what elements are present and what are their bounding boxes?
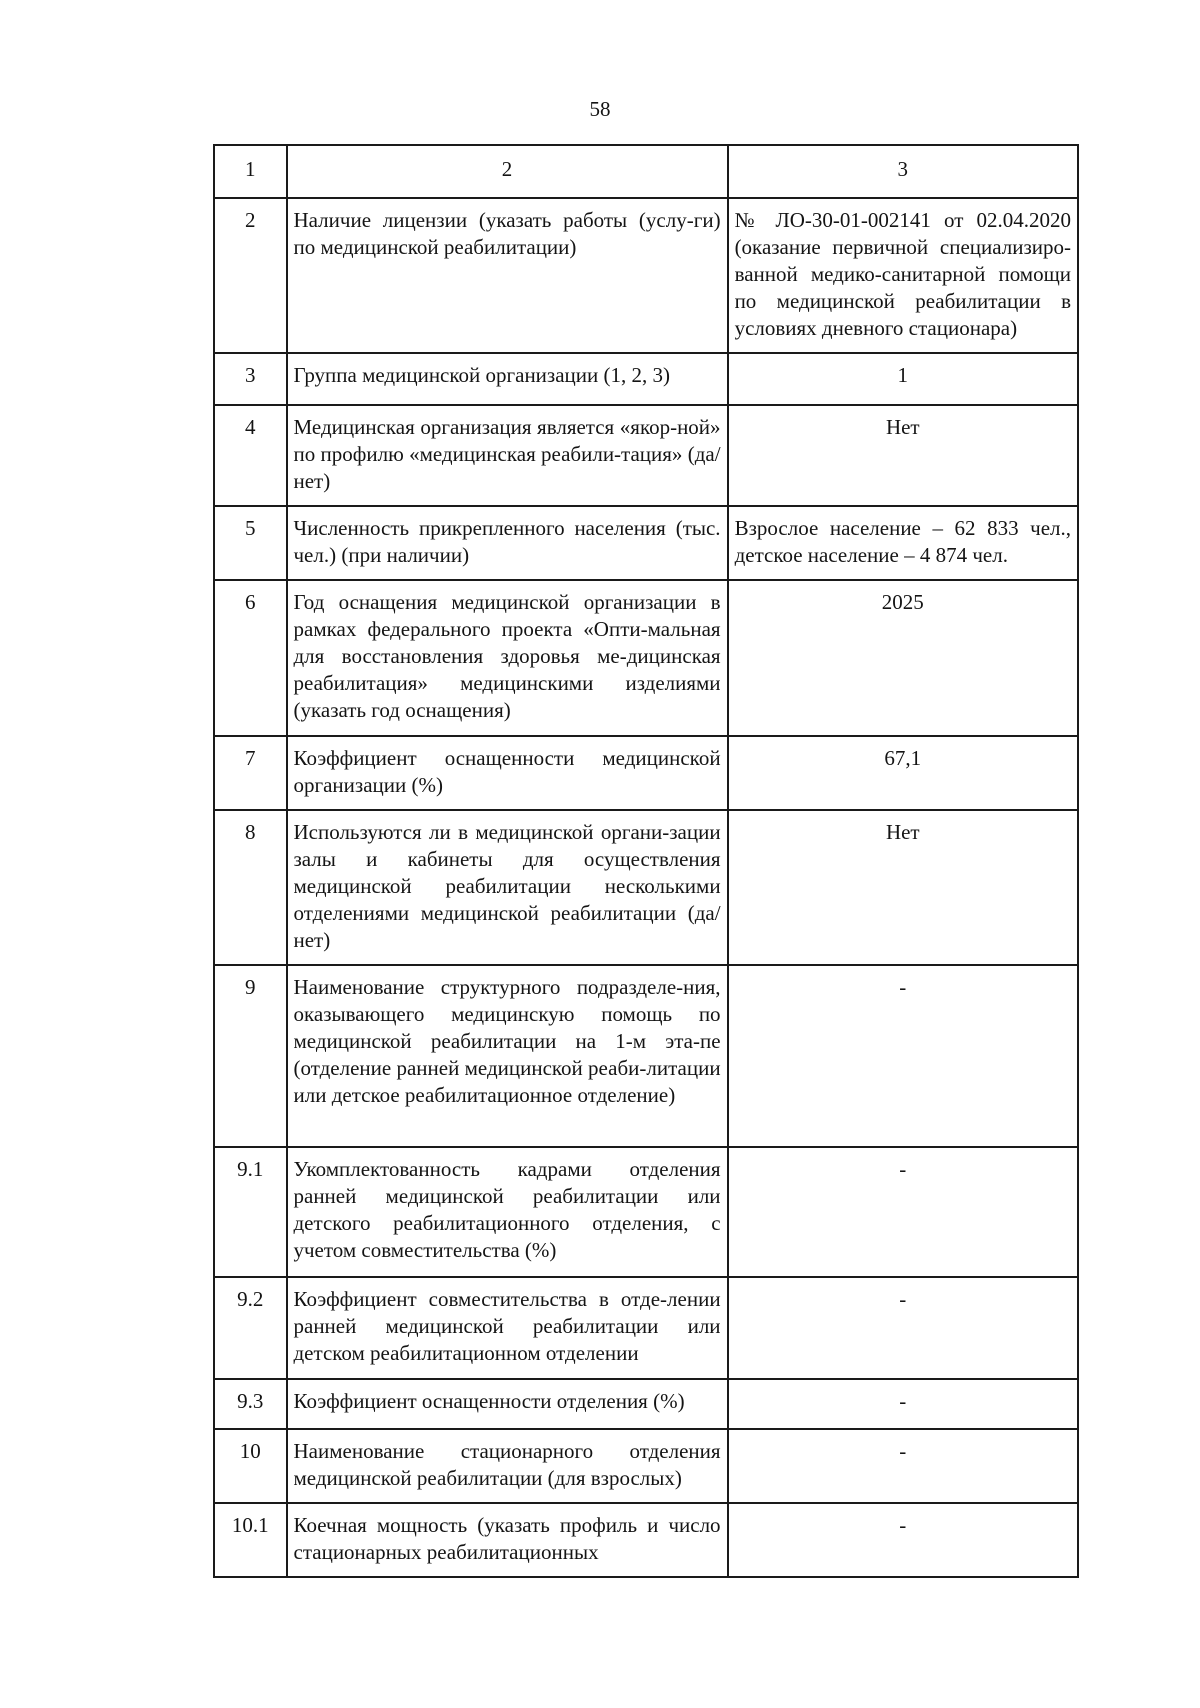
row-number: 10 [214, 1429, 287, 1503]
row-value: - [728, 1503, 1078, 1577]
row-number: 7 [214, 736, 287, 810]
table-row [214, 506, 1078, 580]
row-description: Численность прикрепленного населения (тыс. чел.) (при наличии) [287, 506, 728, 580]
row-value: - [728, 1147, 1078, 1277]
table-row [214, 965, 1078, 1147]
row-number: 8 [214, 810, 287, 965]
table-row [214, 1147, 1078, 1277]
row-number: 9.3 [214, 1379, 287, 1429]
row-number: 2 [214, 198, 287, 353]
header-col-1: 1 [214, 145, 287, 198]
data-table [213, 144, 1079, 1578]
table-header-row [214, 145, 1078, 198]
row-value: № ЛО-30-01-002141 от 02.04.2020 (оказание первичной специализиро-ванной медико-санитарной помощи по медицинской реабилитации в условиях дневного стационара) [728, 198, 1078, 353]
row-number: 3 [214, 353, 287, 405]
row-number: 9 [214, 965, 287, 1147]
row-description: Укомплектованность кадрами отделения ранней медицинской реабилитации или детского реабилитационного отделения, с учетом совместительства (%) [287, 1147, 728, 1277]
row-description: Группа медицинской организации (1, 2, 3) [287, 353, 728, 405]
table-row [214, 1277, 1078, 1379]
row-description: Наличие лицензии (указать работы (услу-ги) по медицинской реабилитации) [287, 198, 728, 353]
row-description: Коечная мощность (указать профиль и число стационарных реабилитационных [287, 1503, 728, 1577]
table-row [214, 1379, 1078, 1429]
table-row [214, 405, 1078, 506]
header-col-3: 3 [728, 145, 1078, 198]
row-value: 1 [728, 353, 1078, 405]
row-description: Медицинская организация является «якор-ной» по профилю «медицинская реабили-тация» (да/нет) [287, 405, 728, 506]
header-col-2: 2 [287, 145, 728, 198]
row-value: 2025 [728, 580, 1078, 736]
table-row [214, 353, 1078, 405]
row-description: Используются ли в медицинской органи-зации залы и кабинеты для осуществления медицинской реабилитации несколькими отделениями медицинской реабилитации (да/нет) [287, 810, 728, 965]
row-description: Наименование стационарного отделения медицинской реабилитации (для взрослых) [287, 1429, 728, 1503]
row-value: - [728, 1277, 1078, 1379]
table-row [214, 1503, 1078, 1577]
row-number: 10.1 [214, 1503, 287, 1577]
table-row [214, 736, 1078, 810]
row-description: Коэффициент оснащенности медицинской организации (%) [287, 736, 728, 810]
row-value: Нет [728, 405, 1078, 506]
row-description: Коэффициент совместительства в отде-лении ранней медицинской реабилитации или детском реабилитационном отделении [287, 1277, 728, 1379]
row-value: Нет [728, 810, 1078, 965]
row-value: - [728, 965, 1078, 1147]
table-row [214, 810, 1078, 965]
row-value: - [728, 1429, 1078, 1503]
row-number: 4 [214, 405, 287, 506]
row-number: 6 [214, 580, 287, 736]
row-description: Год оснащения медицинской организации в рамках федерального проекта «Опти-мальная для восстановления здоровья ме-дицинская реабилитация» медицинскими изделиями (указать год оснащения) [287, 580, 728, 736]
row-number: 9.1 [214, 1147, 287, 1277]
table-row [214, 580, 1078, 736]
table-row [214, 1429, 1078, 1503]
row-number: 9.2 [214, 1277, 287, 1379]
row-value: Взрослое население – 62 833 чел., детское население – 4 874 чел. [728, 506, 1078, 580]
row-description: Наименование структурного подразделе-ния, оказывающего медицинскую помощь по медицинской реабилитации на 1-м эта-пе (отделение ранней медицинской реаби-литации или детское реабилитационное отделение) [287, 965, 728, 1147]
row-value: 67,1 [728, 736, 1078, 810]
page-number: 58 [589, 97, 611, 121]
row-description: Коэффициент оснащенности отделения (%) [287, 1379, 728, 1429]
table-row [214, 198, 1078, 353]
row-number: 5 [214, 506, 287, 580]
row-value: - [728, 1379, 1078, 1429]
